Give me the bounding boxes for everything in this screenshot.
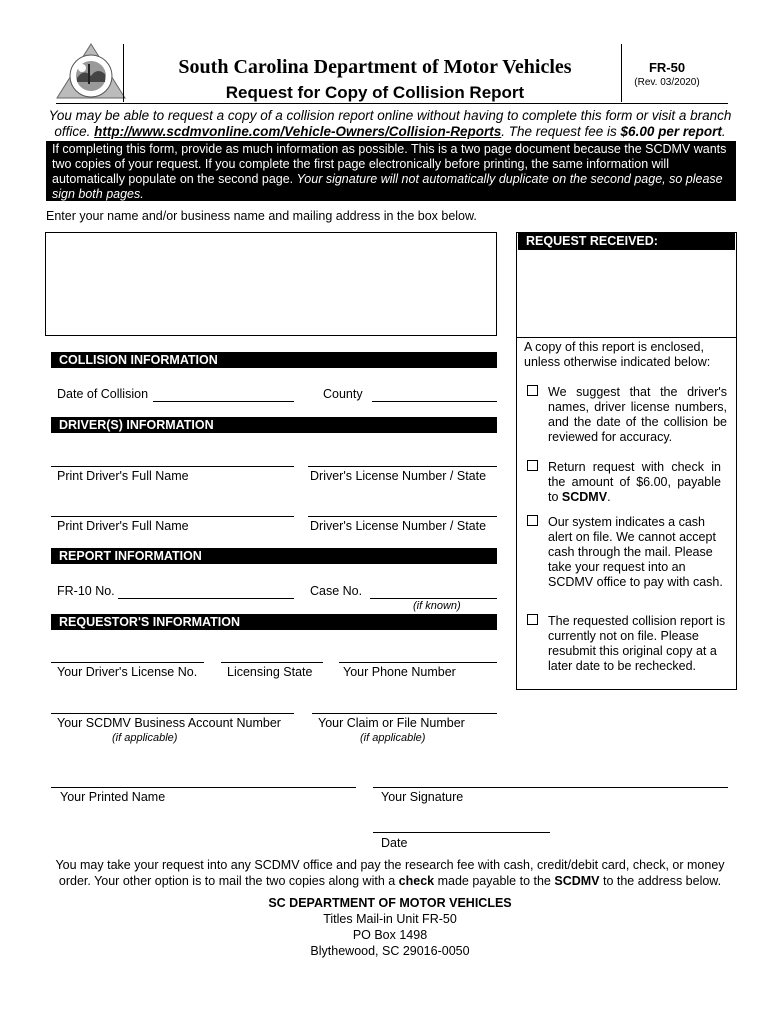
printed-name-label: Your Printed Name: [60, 790, 166, 804]
claim-number-label: Your Claim or File Number: [318, 716, 465, 730]
business-account-label: Your SCDMV Business Account Number: [57, 716, 281, 730]
option-return-check-text: Return request with check in the amount of $6.00, payable to SCDMV.: [548, 460, 721, 504]
form-revision: (Rev. 03/2020): [634, 77, 700, 88]
option-return-check-checkbox[interactable]: [527, 460, 538, 471]
address-prompt: Enter your name and/or business name and mailing address in the box below.: [46, 209, 477, 223]
option-not-on-file-text: The requested collision report is currently not on file. Please resubmit this original copy at a later date to be rechecked.: [548, 614, 726, 673]
intro-text: You may be able to request a copy of a collision report online without having to complete this form or visit a branch office. http://www.scdmvonline.com/Vehicle-Owners/Collision-Reports. The request fee is $6.00 per report.: [48, 108, 732, 139]
date-of-collision-field[interactable]: [153, 401, 294, 402]
address-line-1: SC DEPARTMENT OF MOTOR VEHICLES: [268, 896, 512, 910]
scdmv-seal-logo: [55, 42, 127, 100]
fee-amount: $6.00 per report: [620, 124, 722, 139]
if-applicable-note-1: (if applicable): [112, 732, 178, 744]
signature-label: Your Signature: [381, 790, 464, 804]
mailing-address-box[interactable]: [45, 232, 497, 336]
driver-license-1-field[interactable]: [308, 466, 497, 467]
business-account-field[interactable]: [51, 713, 294, 714]
county-field[interactable]: [372, 401, 497, 402]
county-label: County: [323, 387, 363, 401]
date-of-collision-label: Date of Collision: [57, 387, 149, 401]
form-title: Request for Copy of Collision Report: [225, 83, 525, 102]
header-rule: [56, 103, 728, 104]
enclosed-text: A copy of this report is enclosed, unless otherwise indicated below:: [524, 340, 711, 369]
driver-license-2-label: Driver's License Number / State: [310, 519, 487, 533]
fr10-label: FR-10 No.: [57, 584, 115, 598]
your-license-label: Your Driver's License No.: [57, 665, 198, 679]
licensing-state-label: Licensing State: [227, 665, 313, 679]
driver-name-2-label: Print Driver's Full Name: [57, 519, 189, 533]
agency-name: South Carolina Department of Motor Vehicles: [178, 56, 572, 78]
your-license-field[interactable]: [51, 662, 204, 663]
driver-license-1-label: Driver's License Number / State: [310, 469, 487, 483]
case-no-field[interactable]: [370, 598, 497, 599]
fr10-field[interactable]: [118, 598, 294, 599]
driver-name-1-label: Print Driver's Full Name: [57, 469, 189, 483]
address-line-3: PO Box 1498: [352, 928, 428, 942]
mail-instructions: You may take your request into any SCDMV office and pay the research fee with cash, credit/debit card, check, or money order. Your other option is to mail the two copies along with a check made payable to the SCDMV to the address below.: [55, 858, 725, 888]
request-received-header: REQUEST RECEIVED:: [518, 233, 735, 250]
notice-box: If completing this form, provide as much information as possible. This is a two page document because the SCDMV wants two copies of your request. If you complete the first page electronically before printing, the same information will automatically populate on the second page. Your signature will not automatically duplicate on the second page, so please sign both pages.: [46, 141, 736, 201]
signature-field[interactable]: [373, 787, 728, 788]
section-report-information: REPORT INFORMATION: [51, 548, 497, 564]
option-cash-alert-checkbox[interactable]: [527, 515, 538, 526]
case-no-label: Case No.: [310, 584, 363, 598]
printed-name-field[interactable]: [51, 787, 356, 788]
option-not-on-file-checkbox[interactable]: [527, 614, 538, 625]
if-applicable-note-2: (if applicable): [360, 732, 426, 744]
date-field[interactable]: [373, 832, 550, 833]
form-number: FR-50: [648, 60, 686, 75]
date-label: Date: [381, 836, 408, 850]
request-received-stamp-rule: [517, 337, 737, 338]
driver-license-2-field[interactable]: [308, 516, 497, 517]
address-line-4: Blythewood, SC 29016-0050: [310, 944, 470, 958]
header-divider-left: [123, 44, 124, 102]
section-requestors-information: REQUESTOR'S INFORMATION: [51, 614, 497, 630]
option-review-text: We suggest that the driver's names, driver license numbers, and the date of the collision be reviewed for accuracy.: [548, 385, 727, 444]
driver-name-1-field[interactable]: [51, 466, 294, 467]
licensing-state-field[interactable]: [221, 662, 323, 663]
if-known-note: (if known): [413, 600, 461, 612]
section-collision-information: COLLISION INFORMATION: [51, 352, 497, 368]
phone-field[interactable]: [339, 662, 497, 663]
address-line-2: Titles Mail-in Unit FR-50: [323, 912, 457, 926]
section-drivers-information: DRIVER(S) INFORMATION: [51, 417, 497, 433]
option-cash-alert-text: Our system indicates a cash alert on file. We cannot accept cash through the mail. Please take your request into an SCDMV office to pay with cash.: [548, 515, 723, 589]
option-review-checkbox[interactable]: [527, 385, 538, 396]
claim-number-field[interactable]: [312, 713, 497, 714]
phone-label: Your Phone Number: [343, 665, 456, 679]
mailing-address: [200, 895, 580, 959]
collision-report-link[interactable]: http://www.scdmvonline.com/Vehicle-Owners/Collision-Reports: [94, 124, 502, 139]
driver-name-2-field[interactable]: [51, 516, 294, 517]
